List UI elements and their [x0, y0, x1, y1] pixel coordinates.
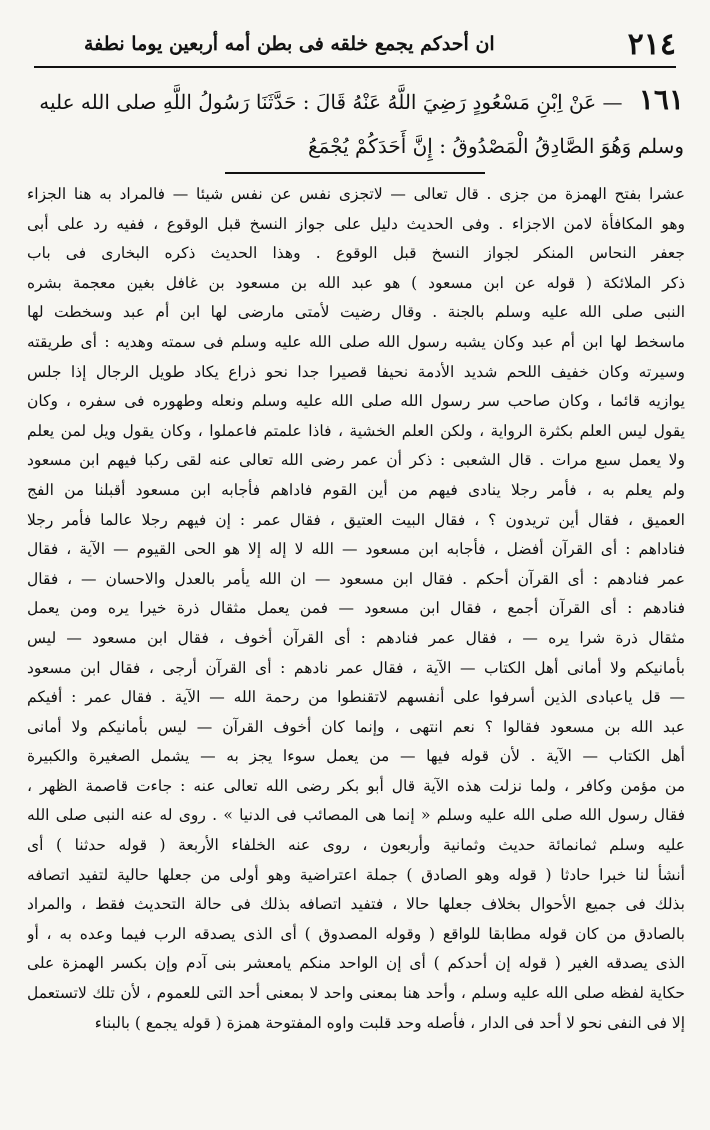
commentary-line: عشرا بفتح الهمزة من جزى . قال تعالى — لاتجزى نفس عن نفس شيئا — فالمراد به هنا الجزاء	[27, 185, 685, 203]
commentary-line: ولا يعمل سبع مرات . قال الشعبى : ذكر أن عمر رضى الله تعالى عنه لقى ركبا فيهم ابن مسعود	[27, 451, 685, 470]
commentary-line: إلا فى النفى نحو لا أحد فى الدار ، فأصله وحد قلبت واوه المفتوحة همزة ( قوله يجمع ) بالبناء	[94, 1013, 685, 1032]
commentary-line: حكاية لفظه صلى الله عليه وسلم ، وأحد هنا بمعنى واحد لا بمعنى أحد التى للعموم ، لأن تلك لاتستعمل	[27, 984, 685, 1003]
commentary-line: مثقال ذرة شرا يره — ، فقال عمر فنادهم : أى القرآن أخوف ، فقال ابن مسعود — ليس	[27, 628, 685, 647]
commentary-line: أنشأ لنا خبرا حادثا ( قوله وهو الصادق ) جملة اعتراضية وهو أولى من جعلها حالية لتفيد اتصافه	[27, 865, 685, 884]
hadith-line-2: وسلم وَهُوَ الصَّادِقُ الْمَصْدُوقُ : إِنَّ أَحَدَكُمْ يُجْمَعُ	[307, 134, 684, 158]
commentary-line: ولم يعلم به ، فأمر رجلا ينادى فيهم من أين القوم فاداهم فأجابه ابن مسعود أقبلنا من الفج	[27, 480, 685, 499]
commentary-text	[27, 180, 685, 1038]
commentary-line: العميق ، فقال أين تريدون ؟ ، فقال البيت العتيق ، فقال عمر : إن فيهم رجلا عالما فأمر رجلا	[27, 510, 685, 529]
commentary-line: بأمانيكم ولا أمانى أهل الكتاب — الآية ، فقال عمر نادهم : أى القرآن أرجى ، فقال ابن مسعود	[27, 658, 685, 677]
commentary-line: بذلك فى جميع الأحوال بخلاف جعلها حالا ، فتفيد اتصافه بذلك فى حالة التحديث فقط ، والمراد	[27, 895, 685, 914]
commentary-line: يقول ليس العلم بكثرة الرواية ، ولكن العلم الخشية ، فاذا علمتم فاعملوا ، وكان يقول ويل لمن يعلم	[27, 421, 685, 440]
section-divider	[225, 172, 485, 174]
commentary-line: فقال رسول الله صلى الله عليه وسلم « إنما هى المصائب فى الدنيا » . روى له عنه النبى صلى الله	[27, 806, 685, 825]
commentary-line: ذكر الملائكة ( قوله عن ابن مسعود ) هو عبد الله بن مسعود بن غافل بغين معجمة بشره	[27, 273, 685, 292]
commentary-line: فنادهم : أى القرآن أجمع ، فقال ابن مسعود — فمن يعمل مثقال ذرة خيرا يره ومن يعمل	[27, 599, 685, 618]
commentary-line: وسيرته وكان خفيف اللحم شديد الأدمة نحيفا قصيرا جدا نحو ذراع يكاد طويل الرجال إذا جلس	[27, 362, 685, 381]
hadith-text	[28, 78, 684, 168]
hadith-number: ١٦١	[638, 83, 684, 116]
commentary-line: — قل ياعبادى الذين أسرفوا على أنفسهم لاتقنطوا من رحمة الله — الآية . فقال عمر : أفيكم	[27, 688, 685, 707]
commentary-line: الذى يصدقه الغير ( قوله إن أحدكم ) أى إن الواحد منكم يامعشر بنى آدم وإن بكسر الهمزة على	[27, 954, 685, 973]
running-title: ان أحدكم يجمع خلقه فى بطن أمه أربعين يوما نطفة	[84, 33, 495, 55]
commentary-line: وهو المكافأة لامن الاجزاء . وفى الحديث دليل على جواز النسخ قبل الوقوع ، ففيه رد على أبى	[27, 214, 685, 233]
commentary-line: بالصادق من كان قوله مطابقا للواقع ( وقوله المصدوق ) أى الذى يصدقه الرب فيما وعده به ، أو	[27, 924, 685, 943]
commentary-line: يوازيه قائما ، وكان صاحب سر رسول الله صلى الله عليه وسلم ونعله وطهوره فى سفره ، وكان	[27, 392, 685, 411]
commentary-line: عبد الله بن مسعود فقالوا ؟ نعم انتهى ، وإنما كان أخوف القرآن — ليس بأمانيكم ولا أمانى	[27, 717, 685, 736]
commentary-line: النبى صلى الله عليه وسلم بالجنة . وقال رضيت لأمتى مارضى لها ابن أم عبد وسخطت لها	[27, 303, 685, 322]
page-number: ٢١٤	[627, 26, 676, 62]
commentary-line: عليه وسلم ثمانمائة حديث وثمانية وأربعون ، روى عنه الخلفاء الأربعة ( قوله حدثنا ) أى	[27, 836, 685, 855]
commentary-line: فناداهم : أى القرآن أفضل ، فأجابه ابن مسعود — الله لا إله إلا هو الحى القيوم — الآية ، فقال	[27, 540, 685, 559]
commentary-line: أهل الكتاب — الآية . لأن قوله فيها — من يعمل سوءا يجز به — يشمل الصغيرة والكبيرة	[27, 747, 685, 766]
commentary-line: ماسخط لها ابن أم عبد وكان يشبه رسول الله صلى الله عليه وسلم فى سمته وهديه : أى طريقته	[27, 332, 685, 351]
page-header	[34, 22, 676, 68]
commentary-line: جعفر النحاس المنكر لجواز النسخ قبل الوقوع . وهذا الحديث ذكره البخارى فى باب	[27, 244, 685, 263]
commentary-line: عمر فنادهم : أى القرآن أحكم . فقال ابن مسعود — ان الله يأمر بالعدل والاحسان — ، فقال	[27, 569, 685, 588]
hadith-line-1-text: — عَنْ اِبْنِ مَسْعُودٍ رَضِيَ اللَّهُ عَنْهُ قَالَ : حَدَّثَنَا رَسُولُ اللَّهِ صلى الله عليه	[39, 90, 623, 114]
commentary-line: من مؤمن وكافر ، ولما نزلت هذه الآية قال أبو بكر رضى الله تعالى عنه : جاءت قاصمة الظهر ،	[27, 776, 685, 795]
hadith-line-1	[28, 78, 684, 124]
